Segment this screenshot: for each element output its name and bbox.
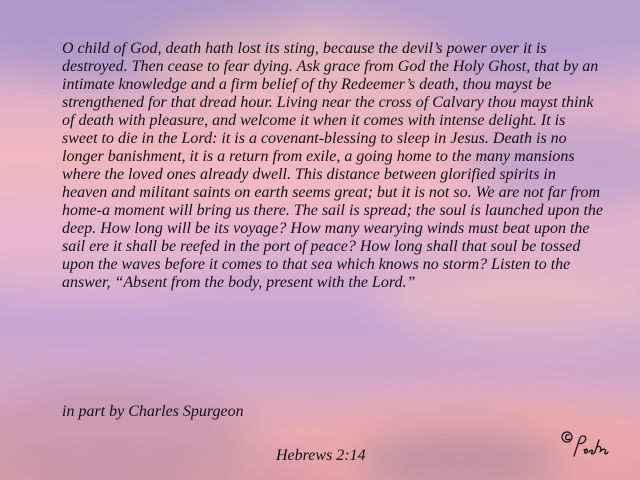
cloud xyxy=(0,380,250,480)
author-attribution: in part by Charles Spurgeon xyxy=(62,403,244,420)
devotional-passage: O child of God, death hath lost its sting, because the devil’s power over it is destroyed. Then cease to fear dying. Ask grace from God the Holy Ghost, that by an intimate knowledge and a firm belief of thy Redeemer’s death, thou mayst be strengthened for that dread hour. Living near the cross of Calvary thou mayst think of death with pleasure, and welcome it when it comes with intense delight. It is sweet to die in the Lord: it is a covenant-blessing to sleep in Jesus. Death is no longer banishment, it is a return from exile, a going home to the many mansions where the loved ones already dwell. This distance between glorified spirits in heaven and militant saints on earth seems great; but it is not so. We are not far from home-a moment will bring us there. The sail is spread; the soul is launched upon the deep. How long will be its voyage? How many wearying winds must beat upon the sail ere it shall be reefed in the port of peace? How long shall that soul be tossed upon the waves before it comes to that sea which knows no storm? Listen to the answer, “Absent from the body, present with the Lord.” xyxy=(62,40,603,291)
artist-signature xyxy=(560,428,610,464)
scripture-reference: Hebrews 2:14 xyxy=(276,447,366,464)
